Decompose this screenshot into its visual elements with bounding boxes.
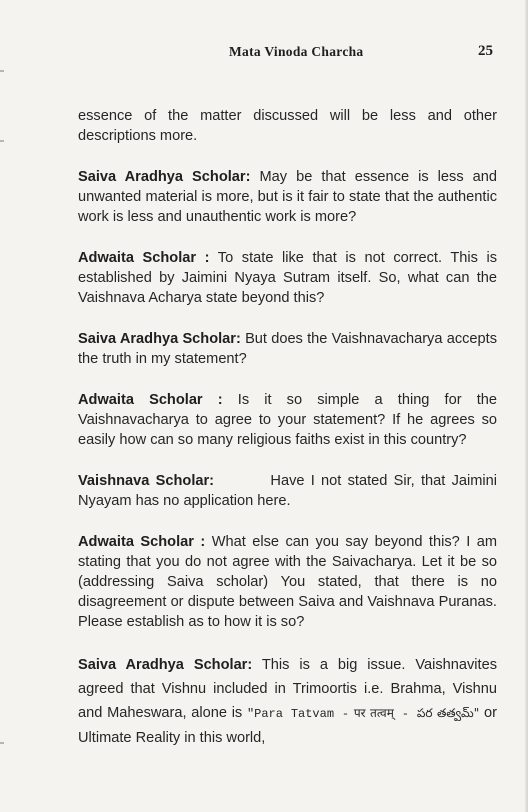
paragraph: [78, 329, 497, 369]
paragraph: [78, 390, 497, 450]
speaker-label: Adwaita Scholar :: [78, 534, 206, 550]
quote-separator: -: [393, 707, 417, 721]
running-title: Mata Vinoda Charcha: [229, 44, 364, 59]
paragraph: [78, 106, 497, 146]
paragraph-text: To state like that is not correct. This is established by Jaimini Nyaya Sutram itself. So, what can the Vaishnava Acharya state beyond this?: [78, 250, 497, 306]
speaker-label: Saiva Aradhya Scholar:: [78, 331, 241, 347]
speaker-label: Saiva Aradhya Scholar:: [78, 169, 251, 185]
paragraph-text: Have I not stated Sir, that Jaimini Nyayam has no application here.: [78, 473, 502, 509]
page-edge-mark: [0, 742, 4, 744]
paragraph-text: May be that essence is less and unwanted material is more, but is it fair to state that the authentic work is less and unauthentic work is more?: [78, 169, 497, 225]
speaker-label: Vaishnava Scholar:: [78, 473, 215, 489]
quote-devanagari: पर तत्वम्: [353, 706, 394, 720]
speaker-label: Saiva Aradhya Scholar:: [78, 657, 253, 673]
page-header: [0, 42, 528, 64]
paragraph: [78, 167, 497, 227]
paragraph-text: Is it so simple a thing for the Vaishnavacharya to agree to your statement? If he agrees so easily how can so many religious faiths exist in this country?: [78, 392, 498, 448]
paragraph-text: But does the Vaishnavacharya accepts the truth in my statement?: [78, 331, 497, 367]
quote-roman: "Para Tatvam -: [246, 707, 350, 721]
paragraph-text: essence of the matter discussed will be less and other descriptions more.: [78, 108, 497, 144]
paragraph-text: What else can you say beyond this? I am stating that you do not agree with the Saivacharya. Let it be so (addressing Saiva scholar) You stated, that there is no disagreement or dispute between Saiva and Vaishnava Puranas. Please establish as to how it is so?: [78, 534, 497, 630]
quote-telugu: పర తత్వమ్": [416, 706, 480, 720]
page-number: 25: [478, 43, 493, 59]
page-edge-mark: [0, 70, 4, 72]
paragraph: [78, 248, 497, 308]
speaker-label: Adwaita Scholar :: [78, 250, 210, 266]
page-edge-mark: [0, 140, 4, 142]
paragraph: [78, 532, 497, 632]
page-body: [78, 106, 502, 771]
paragraph-text: or Ultimate Reality in this world,: [78, 705, 497, 746]
speaker-label: Adwaita Scholar :: [78, 392, 223, 408]
paragraph-text: This is a big issue. Vaishnavites agreed that Vishnu included in Trimoortis i.e. Brahma, Vishnu and Maheswara, alone is: [78, 657, 497, 721]
paragraph: [78, 653, 497, 750]
paragraph: [78, 471, 502, 511]
